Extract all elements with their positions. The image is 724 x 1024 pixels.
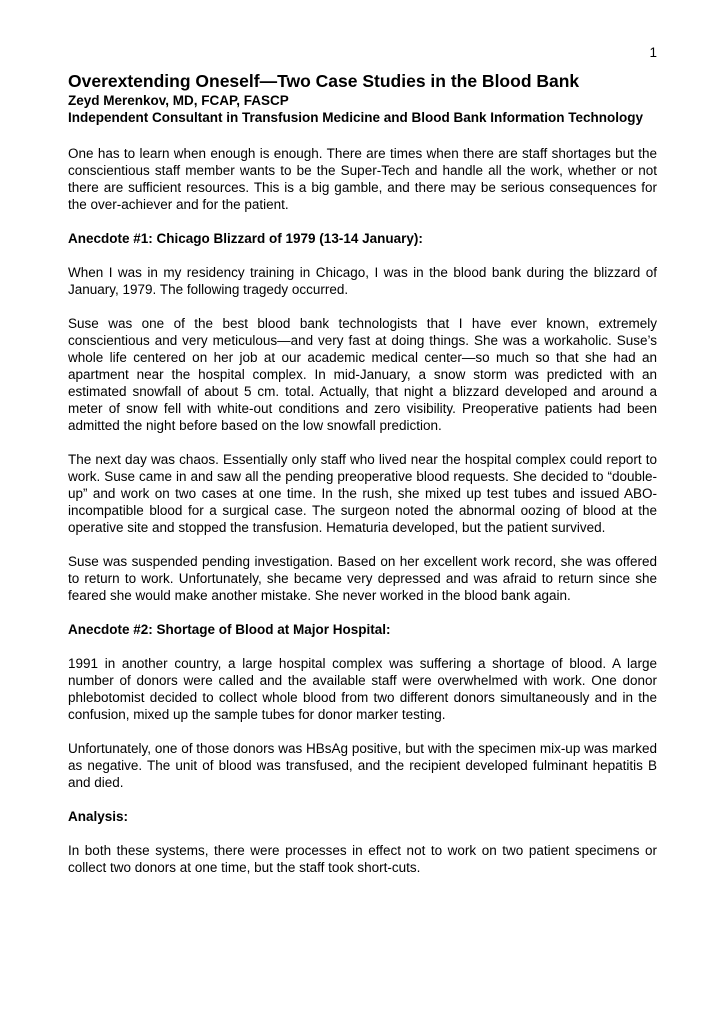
affiliation-line: Independent Consultant in Transfusion Medicine and Blood Bank Information Technology [68,110,644,125]
anecdote-2-paragraph-2: Unfortunately, one of those donors was HBsAg positive, but with the specimen mix-up was marked as negative. The unit of blood was transfused, and the recipient developed fulminant hepatitis B and died. [68,741,657,790]
author-line: Zeyd Merenkov, MD, FCAP, FASCP [68,93,289,108]
anecdote-1-paragraph-3: The next day was chaos. Essentially only staff who lived near the hospital complex could report to work. Suse came in and saw all the pending preoperative blood requests. She decided to “double-up” and work on two cases at one time. In the rush, she mixed up test tubes and issued ABO-incompatible blood for a surgical case. The surgeon noted the abnormal oozing of blood at the operative site and stopped the transfusion. Hematuria developed, but the patient survived. [68,452,657,535]
analysis-paragraph: In both these systems, there were processes in effect not to work on two patient specimens or collect two donors at one time, but the staff took short-cuts. [68,843,657,875]
anecdote-2-paragraph-1: 1991 in another country, a large hospital complex was suffering a shortage of blood. A large number of donors were called and the available staff were overwhelmed with work. One donor phlebotomist decided to collect whole blood from two different donors simultaneously and in the confusion, mixed up the sample tubes for donor marker testing. [68,656,657,722]
anecdote-1-heading: Anecdote #1: Chicago Blizzard of 1979 (13-14 January): [68,231,423,246]
anecdote-1-paragraph-2: Suse was one of the best blood bank technologists that I have ever known, extremely conscientious and very meticulous—and very fast at doing things. She was a workaholic. Suse’s whole life centered on her job at our academic medical center—so much so that she had an apartment near the hospital complex. In mid-January, a snow storm was predicted with an estimated snowfall of about 5 cm. total. Actually, that night a blizzard developed and around a meter of snow fell with white-out conditions and zero visibility. Preoperative patients had been admitted the night before based on the low snowfall prediction. [68,316,657,433]
anecdote-1-paragraph-4: Suse was suspended pending investigation. Based on her excellent work record, she was offered to return to work. Unfortunately, she became very depressed and was afraid to return since she feared she would make another mistake. She never worked in the blood bank again. [68,554,657,603]
anecdote-2-heading: Anecdote #2: Shortage of Blood at Major Hospital: [68,622,391,637]
page-number: 1 [649,45,657,60]
intro-paragraph: One has to learn when enough is enough. There are times when there are staff shortages but the conscientious staff member wants to be the Super-Tech and handle all the work, whether or not there are sufficient resources. This is a big gamble, and there may be serious consequences for the over-achiever and for the patient. [68,146,657,212]
document-title: Overextending Oneself—Two Case Studies in the Blood Bank [68,71,580,91]
analysis-heading: Analysis: [68,809,129,824]
anecdote-1-paragraph-1: When I was in my residency training in Chicago, I was in the blood bank during the blizzard of January, 1979. The following tragedy occurred. [68,265,657,297]
